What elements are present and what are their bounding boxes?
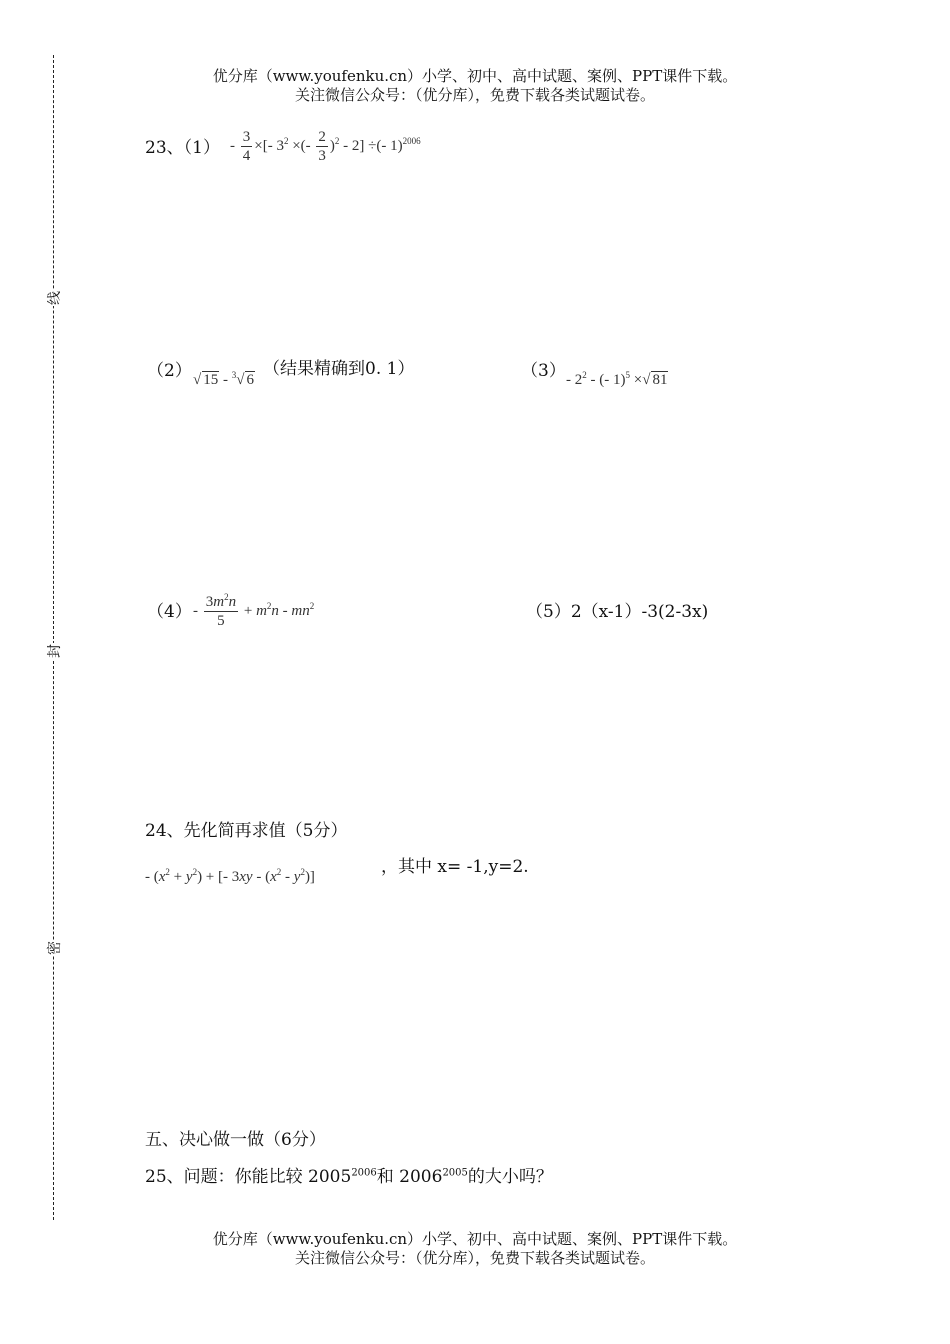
margin-label-line: 线	[47, 291, 63, 305]
q23-p4-label: （4）	[147, 602, 192, 622]
page-header-line2: 关注微信公众号：（优分库），免费下载各类试题试卷。	[294, 86, 655, 104]
q23-number: 23、	[145, 138, 184, 158]
section5-title: 五、决心做一做（6分）	[145, 1130, 326, 1150]
margin-label-secret: 密	[47, 941, 63, 955]
q23-p5-expression: （5）2（x-1）-3(2-3x)	[526, 602, 709, 622]
margin-label-seal: 封	[47, 644, 63, 658]
q25-suffix: 的大小吗？	[467, 1167, 553, 1187]
page-header-line1: 优分库（www.youfenku.cn）小学、初中、高中试题、案例、PPT课件下载。	[212, 67, 738, 85]
q23-p1-label: （1）	[183, 138, 220, 158]
q25-exponent-2006: 2006	[351, 1167, 377, 1179]
q23-label	[145, 137, 220, 159]
fraction-three-quarters: $\frac{3}{4}$	[242, 129, 251, 164]
q23-p2-expression: √ 15 - $^3$√ 6	[193, 370, 254, 388]
fraction-two-thirds: $\frac{2}{3}$	[318, 129, 326, 164]
q23-p3-expression: - $2^2$ - (- 1)$^5$ ×√ 81	[566, 370, 668, 388]
q24-expression: - $(x^2 + y^2)$ + [- $3xy - (x^2 - y^2)$]	[145, 867, 315, 885]
q23-p2-label: （2）	[147, 361, 192, 381]
page-footer-line1: 优分库（www.youfenku.cn）小学、初中、高中试题、案例、PPT课件下载。	[212, 1230, 738, 1248]
q25-middle: 和 2006	[376, 1167, 443, 1187]
q23-p4-expression: - $\frac{3m^2n}{5}$ + $m^2n - mn^2$	[193, 592, 315, 629]
page-footer-line2: 关注微信公众号：（优分库），免费下载各类试题试卷。	[294, 1249, 655, 1267]
binding-dashed-line	[53, 55, 54, 1220]
q23-p1-expression: - $\frac{3}{4}$ ×[- $3^2$ ×(- $\frac{2}{3}$ )$^2$ - 2] ÷(- 1)$^{2006}$	[230, 129, 421, 164]
q24-title: 24、先化简再求值（5分）	[145, 821, 348, 841]
q24-condition: ，其中 x= -1,y=2.	[381, 857, 529, 877]
q25-question	[145, 1166, 553, 1188]
q23-p2-note: （结果精确到0. 1）	[263, 359, 415, 379]
q25-prefix: 25、问题：你能比较 2005	[145, 1167, 352, 1187]
q23-p3-label: （3）	[521, 361, 566, 381]
q25-exponent-2005: 2005	[442, 1167, 468, 1179]
fraction-3m2n-over-5: $\frac{3m^2n}{5}$	[205, 592, 237, 629]
